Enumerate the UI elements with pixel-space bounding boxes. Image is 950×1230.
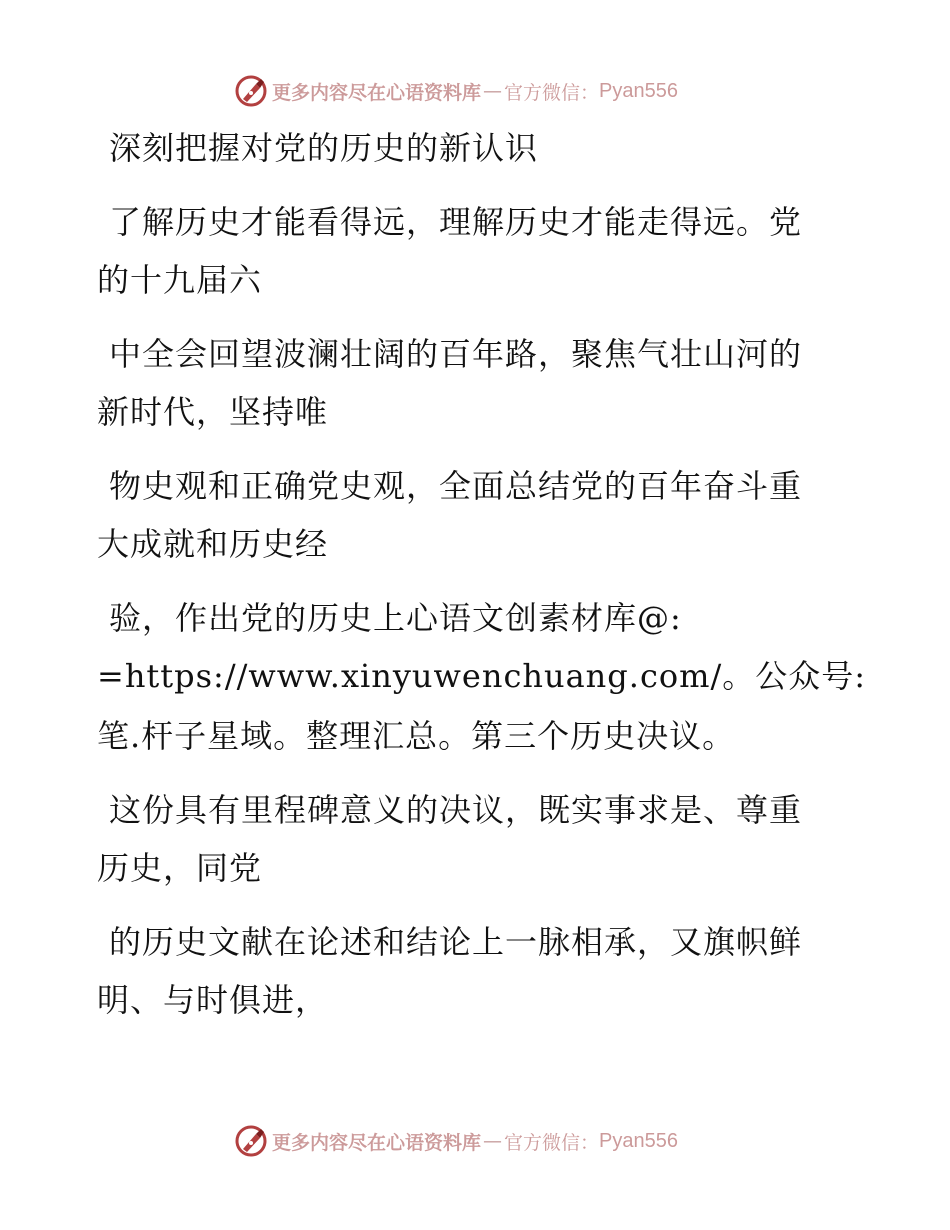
paragraph-line: 的十九届六 bbox=[97, 261, 263, 299]
paragraph-line: 了解历史才能看得远，理解历史才能走得远。党 bbox=[109, 203, 803, 241]
banner-wechat-label: 官方微信： bbox=[504, 1131, 600, 1154]
banner-wechat-id: Pyan556 bbox=[599, 1129, 678, 1152]
footer-banner bbox=[0, 1120, 950, 1160]
banner-text: 更多内容尽在心语资料库 bbox=[272, 1131, 482, 1154]
paragraph-line: 验，作出党的历史上心语文创素材库@: bbox=[109, 599, 682, 637]
paragraph-line: 大成就和历史经 bbox=[97, 525, 329, 563]
paragraph-line: 物史观和正确党史观，全面总结党的百年奋斗重 bbox=[109, 467, 803, 505]
banner-separator: — bbox=[483, 1130, 503, 1152]
paragraph-line: 笔.杆子星域。整理汇总。第三个历史决议。 bbox=[97, 717, 736, 755]
paragraph-line: 中全会回望波澜壮阔的百年路，聚焦气壮山河的 bbox=[109, 335, 803, 373]
banner-wechat-id: Pyan556 bbox=[599, 79, 678, 102]
pen-nib-logo-icon bbox=[234, 74, 268, 108]
banner-separator: — bbox=[483, 80, 503, 102]
banner-wechat-label: 官方微信： bbox=[504, 81, 600, 104]
paragraph-line: 新时代，坚持唯 bbox=[97, 393, 329, 431]
banner-text: 更多内容尽在心语资料库 bbox=[272, 81, 482, 104]
paragraph-line: 的历史文献在论述和结论上一脉相承，又旗帜鲜 bbox=[109, 923, 803, 961]
paragraph-line: 明、与时俱进， bbox=[97, 981, 329, 1019]
paragraph-line: =https://www.xinyuwenchuang.com/。公众号: bbox=[97, 657, 867, 695]
paragraph-line: 历史，同党 bbox=[97, 849, 263, 887]
paragraph-line: 这份具有里程碑意义的决议，既实事求是、尊重 bbox=[109, 791, 803, 829]
header-banner bbox=[0, 70, 950, 110]
pen-nib-logo-icon bbox=[234, 1124, 268, 1158]
document-title: 深刻把握对党的历史的新认识 bbox=[109, 129, 539, 167]
